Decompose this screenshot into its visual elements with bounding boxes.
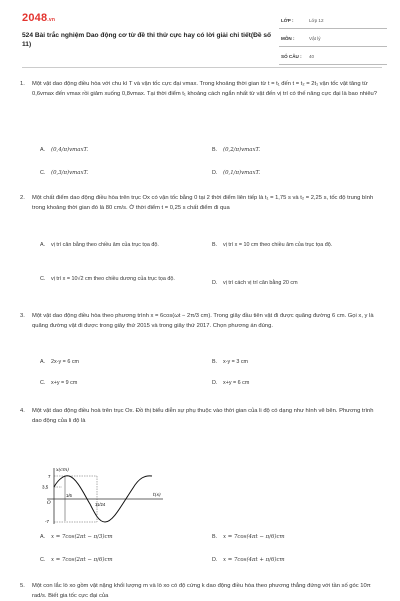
question-stem: Một chất điểm dao động điều hòa trên trục Ox có vận tốc bằng 0 tại 2 thời điểm liên tiếp là t₁ = 1,75 s và t₂ = 2,25 s, tốc độ trung bình trong khoảng thời gian đó là 80 cm/s. Ở thời điểm t = 0,25 s chất điểm đi qua (32, 195, 374, 211)
time-label-1: 1/6 (66, 493, 72, 498)
meta-row-class (279, 16, 387, 29)
time-label-2: 11/24 (95, 502, 106, 507)
question-stem: Một con lắc lò xo gồm vật nặng khối lượng m và lò xo có độ cứng k dao động điều hòa theo phương thẳng đứng với tần số góc 10π rad/s. Biết gia tốc cực đại của (32, 583, 371, 599)
option-letter: D. (212, 170, 218, 176)
document-title: 524 Bài trắc nghiệm Dao động cơ từ đề thi thử cực hay có lời giải chi tiết(Đề số 11) (22, 32, 272, 48)
site-logo[interactable] (22, 12, 55, 24)
question-stem: Một vật dao động điều hòa với chu kì T và vận tốc cực đại vmax. Trong khoảng thời gian từ t = t₁ đến t = t₂ = 2t₁ vận tốc vật tăng từ 0,6vmax đến vmax rồi giảm xuống 0,8vmax. Tại thời điểm t₁ khoảng cách ngắn nhất từ vật đến vị trí có thế năng cực đại là bao nhiêu? (32, 81, 377, 97)
question-number: 3. (20, 313, 25, 319)
option-letter: C. (40, 557, 46, 563)
option-letter: B. (212, 534, 218, 540)
option-text: vị trí x = 10 cm theo chiều âm của trục tọa độ. (223, 242, 333, 248)
question-number: 2. (20, 195, 25, 201)
option-text: 2x-y = 6 cm (51, 359, 80, 365)
y-axis-label: x(cm) (56, 468, 69, 473)
option-text: vị trí cách vị trí cân bằng 20 cm (223, 280, 298, 286)
option-letter: C. (40, 170, 46, 176)
meta-key: MÔN : (281, 36, 295, 41)
meta-row-subject (279, 34, 387, 47)
logo-main: 2048 (22, 12, 48, 24)
option-letter: D. (212, 280, 218, 286)
option-text: x = 7cos(2πt − π/6)cm (51, 557, 113, 563)
option-text: x = 7cos(2πt − π/3)cm (51, 534, 113, 540)
option-letter: A. (40, 147, 46, 153)
option-text: x = 7cos(4πt − π/6)cm (223, 534, 285, 540)
option-letter: A. (40, 242, 46, 248)
question-number: 5. (20, 583, 25, 589)
question-stem: Một vật dao động điều hòa theo phương trình x = 6cos(ωt − 2π/3 cm). Trong giây đầu tiên vật đi được quãng đường 6 cm. Gọi x, y là quãng đường vật đi được trong giây thứ 2015 và trong giây thứ 2017. Chọn phương án đúng. (32, 313, 374, 329)
option-text: (0,4/π)vmaxT. (51, 147, 89, 153)
meta-key: SỐ CÂU : (281, 54, 302, 59)
meta-row-count (279, 52, 387, 65)
option-text: (0,3/π)vmaxT. (51, 170, 89, 176)
option-text: vị trí cân bằng theo chiều âm của trục tọa độ. (51, 242, 159, 248)
header-divider (22, 67, 382, 68)
option-letter: B. (212, 359, 218, 365)
option-text: x-y = 3 cm (223, 359, 249, 365)
meta-value: Vật lý (309, 36, 321, 41)
option-letter: C. (40, 380, 46, 386)
option-text: (0,1/π)vmaxT. (223, 170, 261, 176)
question-number: 1. (20, 81, 25, 87)
option-letter: D. (212, 557, 218, 563)
option-text: vị trí x = 10√2 cm theo chiều dương của trục tọa độ. (51, 276, 175, 282)
option-letter: A. (40, 534, 46, 540)
meta-value: Lớp 12 (309, 18, 324, 23)
displacement-time-graph (37, 466, 167, 526)
x-axis-label: t(s) (153, 493, 161, 498)
option-text: (0,2/π)vmaxT. (223, 147, 261, 153)
y-tick-mid: 3,5 (42, 484, 49, 490)
option-letter: B. (212, 242, 218, 248)
option-letter: D. (212, 380, 218, 386)
option-text: x = 7cos(4πt + π/6)cm (223, 557, 285, 563)
option-letter: B. (212, 147, 218, 153)
y-tick-bottom: -7 (45, 519, 50, 524)
origin-label: O (47, 501, 51, 506)
meta-panel (279, 16, 387, 70)
question-number: 4. (20, 408, 25, 414)
option-letter: C. (40, 276, 46, 282)
option-text: x+y = 9 cm (51, 380, 78, 386)
option-text: x+y = 6 cm (223, 380, 250, 386)
logo-suffix: .vn (47, 17, 56, 23)
option-letter: A. (40, 359, 46, 365)
meta-value: 40 (309, 54, 315, 59)
question-stem: Một vật dao động điều hoà trên trục Ox. Đồ thị biểu diễn sự phụ thuộc vào thời gian của li độ có dạng như hình vẽ bên. Phương trình dao động của li độ là (32, 408, 374, 424)
meta-key: LỚP : (281, 18, 294, 23)
y-tick-top: 7 (48, 474, 51, 479)
